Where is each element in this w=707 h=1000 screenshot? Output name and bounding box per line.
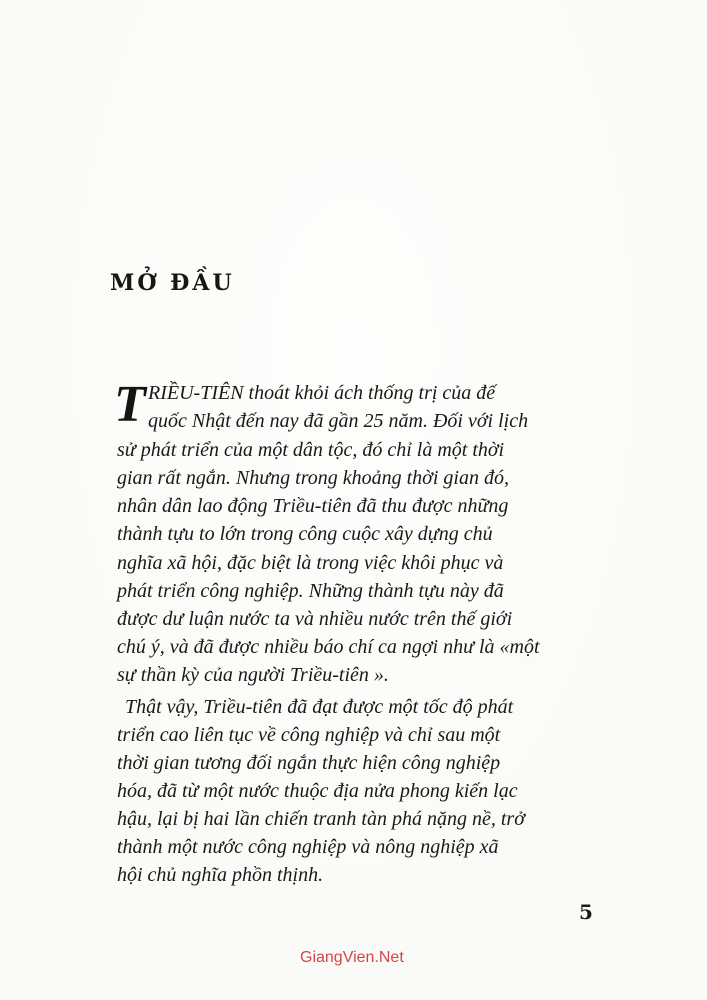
page-number: 5: [579, 900, 593, 924]
paragraph-2-line: hóa, đã từ một nước thuộc địa nửa phong kiến lạc: [117, 780, 518, 802]
paragraph-1-line: sử phát triển của một dân tộc, đó chỉ là một thời: [117, 439, 505, 461]
paragraph-1-line: thành tựu to lớn trong công cuộc xây dựng chủ: [117, 523, 493, 545]
paragraph-2-line: thành một nước công nghiệp và nông nghiệp xã: [117, 836, 499, 858]
paragraph-2-line: triển cao liên tục về công nghiệp và chỉ sau một: [117, 724, 501, 746]
paragraph-1-line: gian rất ngắn. Nhưng trong khoảng thời gian đó,: [117, 467, 509, 489]
paragraph-2: [117, 697, 592, 887]
paragraph-2-line: Thật vậy, Triều-tiên đã đạt được một tốc độ phát: [125, 696, 514, 718]
chapter-heading: MỞ ĐẦU: [110, 270, 235, 296]
drop-cap: T: [114, 376, 146, 433]
paragraph-2-line: hậu, lại bị hai lần chiến tranh tàn phá nặng nề, trở: [117, 808, 525, 830]
paragraph-1-line: nhân dân lao động Triều-tiên đã thu được những: [117, 495, 509, 517]
paragraph-1-line: quốc Nhật đến nay đã gần 25 năm. Đối với lịch: [148, 410, 529, 432]
paragraph-1-line: chú ý, và đã được nhiều báo chí ca ngợi như là «một: [117, 636, 540, 658]
paragraph-2-line: thời gian tương đối ngắn thực hiện công nghiệp: [117, 752, 501, 774]
paragraph-1-line: sự thần kỳ của người Triều-tiên ».: [117, 664, 389, 686]
paragraph-1-line: được dư luận nước ta và nhiều nước trên thế giới: [117, 608, 513, 630]
watermark-text: GiangVien.Net: [300, 949, 404, 966]
paragraph-1-line: nghĩa xã hội, đặc biệt là trong việc khôi phục và: [117, 552, 504, 574]
paragraph-1-line: phát triển công nghiệp. Những thành tựu này đã: [117, 580, 504, 602]
paragraph-1-line: RIỀU-TIÊN thoát khỏi ách thống trị của đế: [148, 382, 496, 404]
paragraph-1: [114, 376, 592, 686]
paragraph-2-line: hội chủ nghĩa phồn thịnh.: [117, 864, 324, 886]
